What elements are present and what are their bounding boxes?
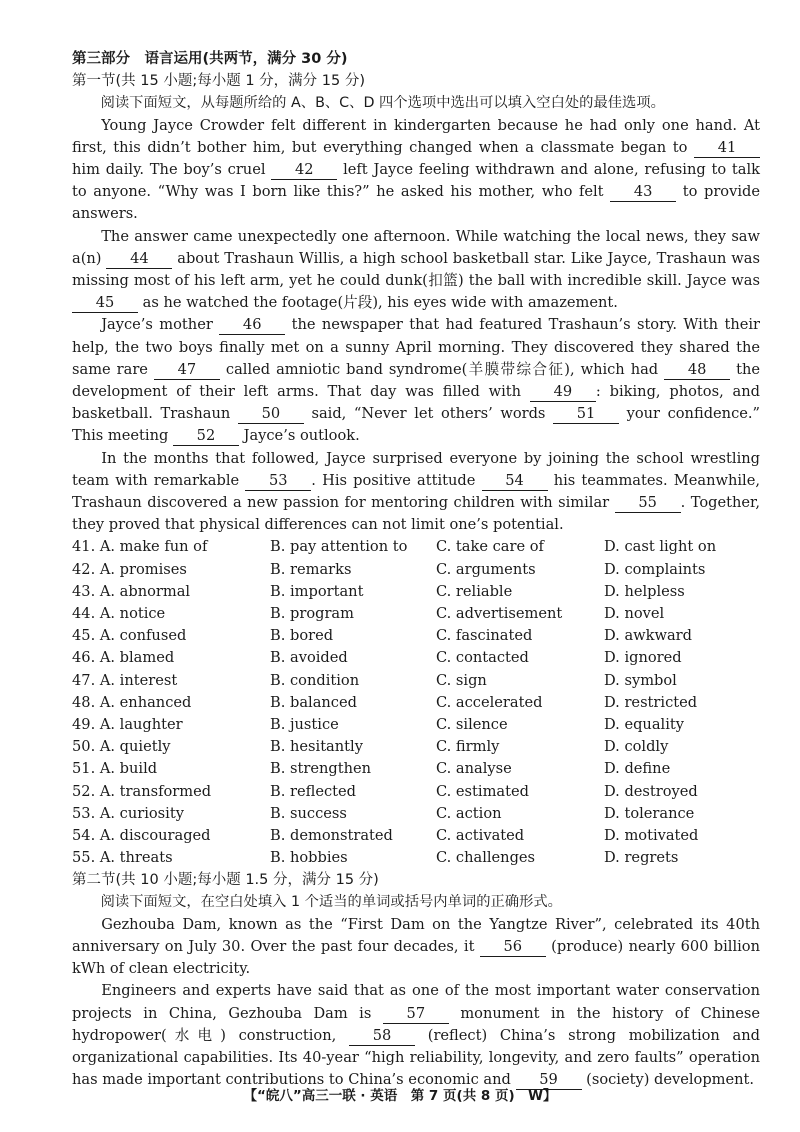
option-c: C. contacted [436, 649, 529, 667]
option-d: D. restricted [604, 693, 698, 711]
text: Jayce’s mother [101, 316, 220, 334]
option-a: 43. A. abnormal [72, 582, 191, 600]
option-d: D. destroyed [604, 782, 698, 800]
text: the newspaper that had featured Trashaun’s story. With their help, the two boys finally met on a sunny April morning. They discovered they shared the same rare [72, 316, 760, 378]
option-d: D. tolerance [604, 804, 695, 822]
blank-43: 43 [610, 182, 676, 202]
option-d: D. ignored [604, 649, 682, 667]
blank-41: 41 [694, 138, 760, 158]
blank-42: 42 [271, 160, 337, 180]
exam-page [72, 48, 760, 1091]
option-b: B. hesitantly [270, 738, 363, 756]
option-b: B. hobbies [270, 849, 348, 867]
page-footer: 【“皖八”高三一联 · 英语 第 7 页(共 8 页) W】 [243, 1088, 557, 1104]
option-d: D. complaints [604, 560, 706, 578]
option-row [72, 847, 760, 869]
option-d: D. cast light on [604, 538, 717, 556]
text: monument in the history of Chinese hydropower(水电) construction, [72, 1004, 760, 1044]
option-a: 48. A. enhanced [72, 693, 192, 711]
option-row [72, 603, 760, 625]
blank-58: 58 [349, 1026, 415, 1046]
text: The answer came unexpectedly one afternoon. While watching the local news, they saw a(n) [72, 227, 760, 267]
option-b: B. reflected [270, 782, 357, 800]
option-row [72, 736, 760, 758]
passage1-paragraph-4 [72, 448, 760, 537]
text: . His positive attitude [311, 471, 482, 489]
option-a: 45. A. confused [72, 627, 187, 645]
passage1-paragraph-2 [72, 226, 760, 315]
text: the development of their left arms. That day was filled with [72, 360, 761, 401]
part-header: 第三部分 语言运用(共两节，满分 30 分) [72, 51, 348, 67]
option-row [72, 536, 760, 558]
blank-50: 50 [238, 404, 304, 424]
option-b: B. remarks [270, 560, 352, 578]
option-d: D. define [604, 760, 671, 778]
option-a: 47. A. interest [72, 671, 178, 689]
option-c: C. advertisement [436, 605, 563, 623]
text: about Trashaun Willis, a high school basketball star. Like Jayce, Trashaun was missing most of his left arm, yet he could dunk(扣篮) the ball with incredible skill. Jayce was [72, 249, 760, 290]
blank-59: 59 [516, 1070, 582, 1090]
option-a: 55. A. threats [72, 849, 173, 867]
text: Young Jayce Crowder felt different in kindergarten because he had only one hand. At first, this didn’t bother him, but everything changed when a classmate began to [72, 116, 760, 156]
text: Jayce’s outlook. [238, 427, 360, 445]
text: (reflect) China’s strong mobilization and organizational capabilities. Its 40-year “high reliability, longevity, and zero faults” operation has made important contributions to China’s economic and [72, 1026, 760, 1089]
option-a: 41. A. make fun of [72, 538, 208, 556]
option-row [72, 670, 760, 692]
option-row [72, 714, 760, 736]
option-b: B. condition [270, 671, 360, 689]
text: Engineers and experts have said that as one of the most important water conservation projects in China, Gezhouba Dam is [72, 982, 760, 1022]
option-c: C. reliable [436, 582, 513, 600]
passage2-paragraph-1 [72, 914, 760, 981]
blank-51: 51 [553, 404, 619, 424]
option-d: D. motivated [604, 826, 699, 844]
passage1-paragraph-1 [72, 115, 760, 226]
section2-header: 第二节(共 10 小题;每小题 1.5 分，满分 15 分) [72, 872, 379, 889]
text: (produce) nearly 600 billion kWh of clean electricity. [72, 937, 760, 978]
text: said, “Never let others’ words [303, 405, 554, 423]
option-d: D. awkward [604, 627, 693, 645]
option-b: B. success [270, 804, 347, 822]
blank-46: 46 [219, 315, 285, 335]
option-c: C. arguments [436, 560, 536, 578]
option-c: C. fascinated [436, 627, 533, 645]
option-d: D. equality [604, 715, 684, 733]
option-c: C. action [436, 804, 502, 822]
blank-55: 55 [615, 493, 681, 513]
blank-57: 57 [383, 1004, 449, 1024]
blank-52: 52 [173, 426, 239, 446]
text: In the months that followed, Jayce surprised everyone by joining the school wrestling team with remarkable [72, 449, 760, 489]
option-d: D. symbol [604, 671, 677, 689]
option-a: 53. A. curiosity [72, 804, 184, 822]
options-list [72, 536, 760, 869]
option-c: C. challenges [436, 849, 536, 867]
option-a: 52. A. transformed [72, 782, 212, 800]
option-b: B. bored [270, 627, 334, 645]
blank-53: 53 [245, 471, 311, 491]
option-row [72, 581, 760, 603]
option-c: C. take care of [436, 538, 544, 556]
option-b: B. strengthen [270, 760, 372, 778]
option-d: D. novel [604, 605, 665, 623]
option-a: 46. A. blamed [72, 649, 175, 667]
blank-48: 48 [664, 360, 730, 380]
option-row [72, 781, 760, 803]
text: (society) development. [581, 1071, 755, 1089]
option-row [72, 825, 760, 847]
section1-header: 第一节(共 15 小题;每小题 1 分，满分 15 分) [72, 73, 365, 90]
text: as he watched the footage(片段), his eyes wide with amazement. [138, 294, 618, 312]
blank-47: 47 [154, 360, 220, 380]
blank-56: 56 [480, 937, 546, 957]
section1-instruction: 阅读下面短文，从每题所给的 A、B、C、D 四个选项中选出可以填入空白处的最佳选项。 [100, 95, 665, 112]
option-d: D. coldly [604, 738, 669, 756]
text: his teammates. Meanwhile, Trashaun discovered a new passion for mentoring children with similar [72, 471, 760, 512]
option-row [72, 758, 760, 780]
option-c: C. activated [436, 826, 525, 844]
text: left Jayce feeling withdrawn and alone, refusing to talk to anyone. “Why was I born like this?” he asked his mother, who felt [72, 161, 760, 201]
option-b: B. important [270, 582, 364, 600]
text: him daily. The boy’s cruel [72, 161, 272, 179]
option-d: D. helpless [604, 582, 685, 600]
option-a: 49. A. laughter [72, 715, 183, 733]
blank-44: 44 [106, 249, 172, 269]
text: Gezhouba Dam, known as the “First Dam on the Yangtze River”, celebrated its 40th anniversary on July 30. Over the past four decades, it [72, 915, 760, 955]
option-row [72, 625, 760, 647]
option-c: C. accelerated [436, 693, 543, 711]
passage1-paragraph-3 [72, 314, 760, 447]
option-c: C. firmly [436, 738, 500, 756]
option-a: 51. A. build [72, 760, 158, 778]
option-a: 42. A. promises [72, 560, 187, 578]
option-c: C. estimated [436, 782, 529, 800]
blank-49: 49 [530, 382, 596, 402]
option-c: C. silence [436, 715, 508, 733]
option-b: B. program [270, 605, 354, 623]
text: to provide answers. [72, 183, 760, 223]
option-c: C. analyse [436, 760, 512, 778]
text: : biking, photos, and basketball. Trashaun [72, 383, 760, 423]
option-c: C. sign [436, 671, 487, 689]
option-row [72, 803, 760, 825]
option-b: B. pay attention to [270, 538, 408, 556]
option-b: B. demonstrated [270, 826, 393, 844]
option-b: B. balanced [270, 693, 357, 711]
option-d: D. regrets [604, 849, 679, 867]
option-row [72, 647, 760, 669]
blank-54: 54 [482, 471, 548, 491]
passage2-paragraph-2 [72, 980, 760, 1091]
option-b: B. avoided [270, 649, 348, 667]
option-row [72, 692, 760, 714]
option-b: B. justice [270, 715, 339, 733]
text: your confidence.” This meeting [72, 405, 760, 445]
blank-45: 45 [72, 293, 138, 313]
option-a: 50. A. quietly [72, 738, 171, 756]
section2-instruction: 阅读下面短文，在空白处填入 1 个适当的单词或括号内单词的正确形式。 [100, 894, 562, 911]
text: . Together, they proved that physical differences can not limit one’s potential. [72, 494, 760, 534]
option-row [72, 559, 760, 581]
option-a: 54. A. discouraged [72, 826, 211, 844]
option-a: 44. A. notice [72, 605, 166, 623]
text: called amniotic band syndrome(羊膜带综合征), which had [219, 360, 665, 378]
